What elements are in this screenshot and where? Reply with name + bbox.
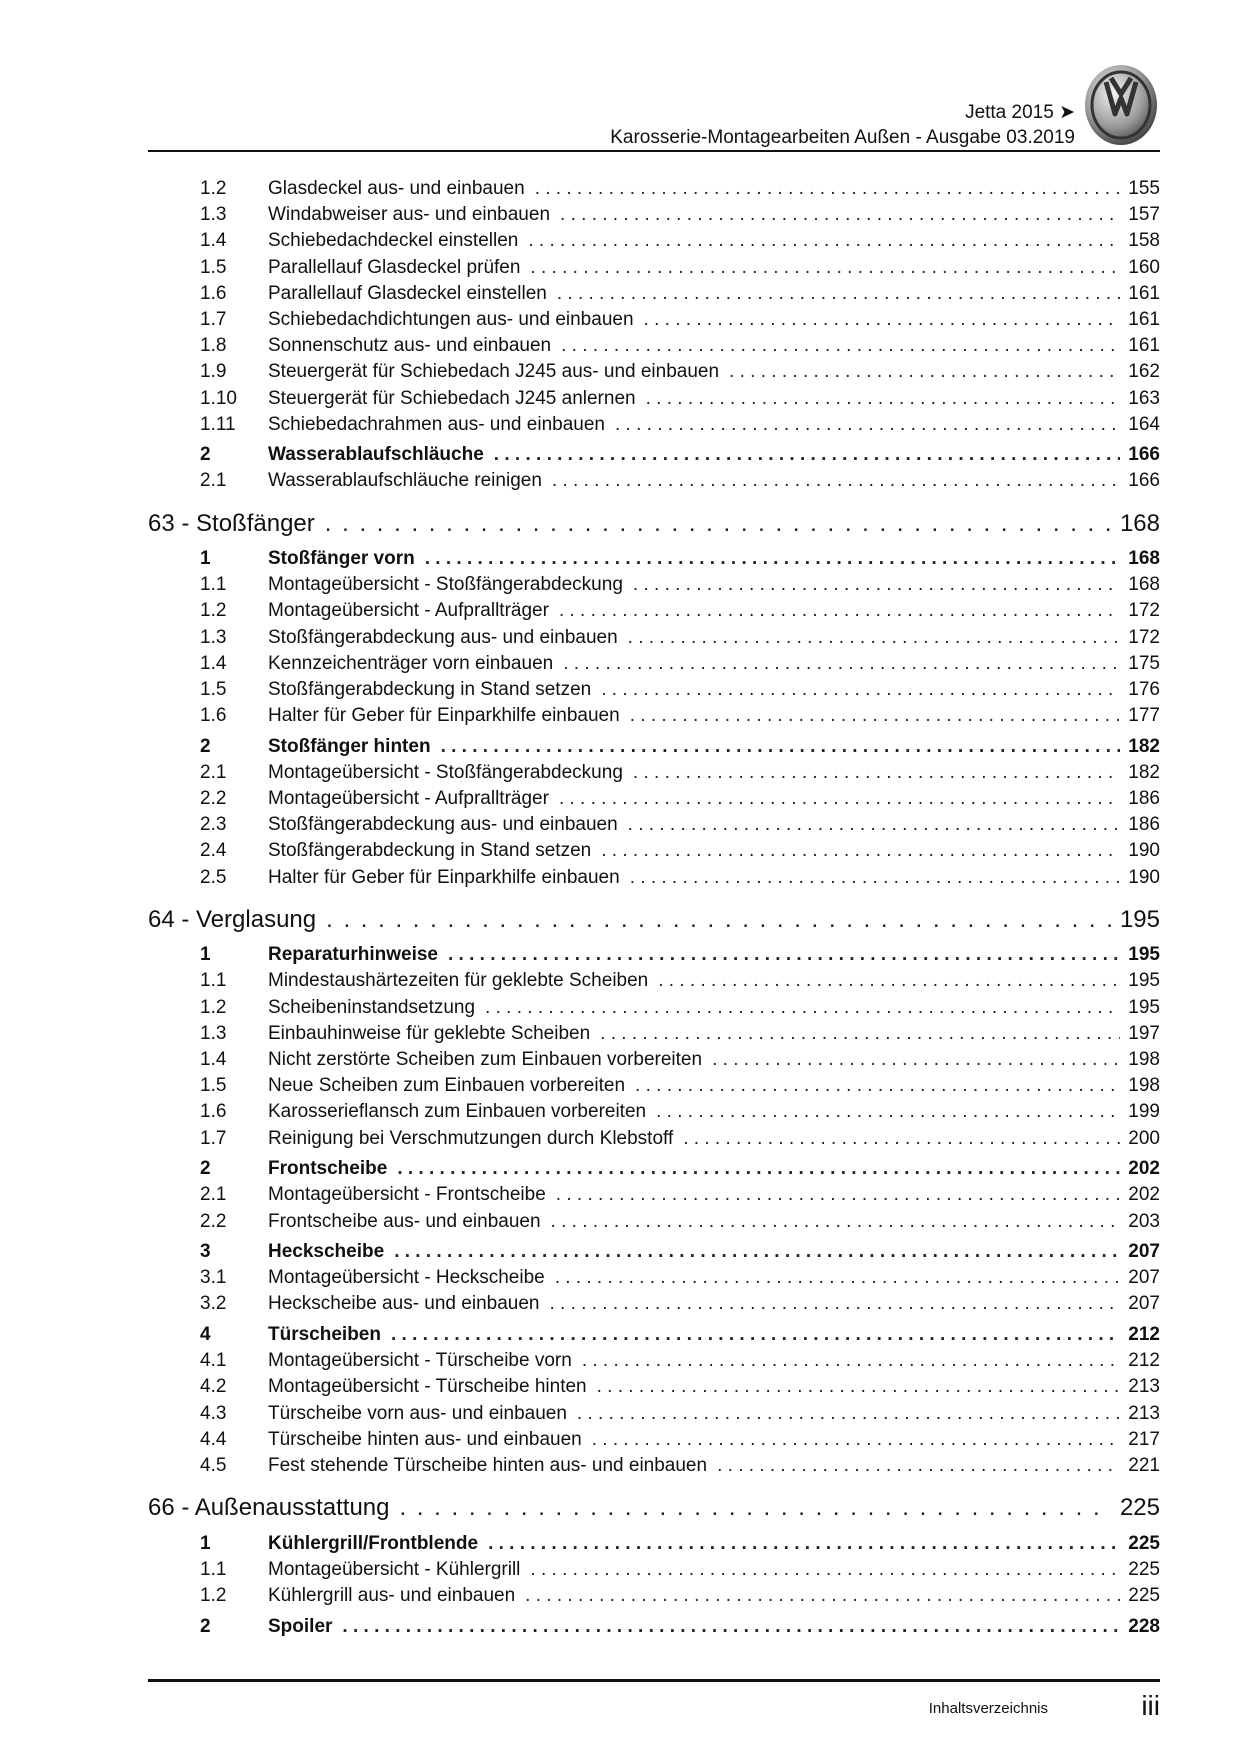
toc-number: 2 [200,1158,211,1180]
toc-section[interactable] [148,546,1160,572]
toc-title: Heckscheibe [268,1241,385,1263]
toc-number: 1.4 [200,652,227,674]
toc-number: 4.4 [200,1428,227,1450]
header-subtitle: Karosserie-Montagearbeiten Außen - Ausgabe 03.2019 [610,127,1075,148]
dot-leader [633,760,1120,786]
toc-number: 2.1 [200,761,227,783]
toc-number: 1.1 [200,970,227,992]
toc-entry[interactable] [148,412,1160,438]
toc-entry[interactable] [148,228,1160,254]
toc-title: 64 - Verglasung [148,905,317,933]
toc-page: 186 [1128,814,1160,836]
dot-leader [342,1614,1120,1640]
toc-title: Stoßfängerabdeckung aus- und einbauen [268,814,618,836]
dot-leader [530,1557,1120,1583]
toc-number: 1.11 [200,413,236,435]
toc-page: 225 [1128,1558,1160,1580]
toc-title: Schiebedachdeckel einstellen [268,230,519,252]
toc-title: Parallellauf Glasdeckel einstellen [268,282,547,304]
toc-number: 2.4 [200,840,227,862]
toc-number: 1.1 [200,574,227,596]
toc-title: Scheibeninstandsetzung [268,996,476,1018]
dot-leader [646,386,1121,412]
dot-leader [658,968,1120,994]
toc-entry[interactable] [148,1073,1160,1099]
toc-section[interactable] [148,1156,1160,1182]
toc-page: 168 [1128,574,1160,596]
toc-entry[interactable] [148,572,1160,598]
toc-entry[interactable] [148,255,1160,281]
toc-entry[interactable] [148,359,1160,385]
dot-leader [326,904,1112,936]
toc-number: 1.6 [200,282,227,304]
toc-title: Neue Scheiben zum Einbauen vorbereiten [268,1075,626,1097]
toc-page: 195 [1119,905,1160,933]
toc-entry[interactable] [148,307,1160,333]
toc-number: 2.5 [200,866,227,888]
dot-leader [528,228,1120,254]
toc-page: 225 [1128,1532,1160,1554]
toc-page: 212 [1128,1350,1160,1372]
vw-logo-icon [1084,64,1158,146]
toc-section[interactable] [148,1239,1160,1265]
toc-title: Spoiler [268,1615,333,1637]
toc-title: Kühlergrill aus- und einbauen [268,1584,516,1606]
toc-entry[interactable] [148,651,1160,677]
toc-entry[interactable] [148,865,1160,891]
toc-entry[interactable] [148,968,1160,994]
dot-leader [683,1126,1120,1152]
toc-page: 176 [1128,678,1160,700]
toc-title: Kühlergrill/Frontblende [268,1532,479,1554]
dot-leader [488,1531,1120,1557]
toc-title: Reparaturhinweise [268,944,438,966]
toc-number: 1.2 [200,600,227,622]
header-rule [148,150,1160,152]
dot-leader [425,546,1121,572]
toc-page: 190 [1128,840,1160,862]
toc-title: Einbauhinweise für geklebte Scheiben [268,1022,591,1044]
toc-page: 155 [1128,178,1160,199]
toc-page: 162 [1128,361,1160,383]
toc-page: 221 [1128,1454,1160,1476]
toc-number: 2 [200,1615,211,1637]
dot-leader [559,786,1120,812]
toc-page: 182 [1128,761,1160,783]
toc-page: 199 [1128,1101,1160,1123]
toc-title: Montageübersicht - Stoßfängerabdeckung [268,761,623,783]
toc-entry[interactable] [148,281,1160,307]
header-model: Jetta 2015 ➤ [965,102,1075,123]
toc-number: 1.2 [200,996,227,1018]
toc-title: Glasdeckel aus- und einbauen [268,178,525,199]
dot-leader [530,255,1120,281]
toc-title: Montageübersicht - Stoßfängerabdeckung [268,574,623,596]
dot-leader [525,1583,1120,1609]
toc-page: 217 [1128,1428,1160,1450]
toc-entry[interactable] [148,1583,1160,1609]
toc-number: 2.2 [200,788,227,810]
toc-section[interactable] [148,942,1160,968]
toc-title: Türscheiben [268,1324,381,1346]
toc-number: 4.1 [200,1350,227,1372]
toc-number: 4.2 [200,1376,227,1398]
toc-page: 207 [1128,1267,1160,1289]
toc-number: 3 [200,1241,211,1263]
toc-page: 213 [1128,1402,1160,1424]
toc-title: Heckscheibe aus- und einbauen [268,1293,540,1315]
toc-entry[interactable] [148,1209,1160,1235]
toc-title: Steuergerät für Schiebedach J245 aus- und einbauen [268,361,720,383]
toc-number: 1.8 [200,335,227,357]
toc-entry[interactable] [148,1427,1160,1453]
dot-leader [555,1265,1121,1291]
table-of-contents [148,176,1160,1640]
dot-leader [592,1427,1121,1453]
toc-entry[interactable] [148,1374,1160,1400]
toc-number: 2.2 [200,1210,227,1232]
toc-number: 1.3 [200,1022,227,1044]
toc-entry[interactable] [148,703,1160,729]
toc-page: 212 [1128,1324,1160,1346]
toc-page: 166 [1128,470,1160,492]
toc-page: 186 [1128,788,1160,810]
toc-page: 202 [1128,1184,1160,1206]
dot-leader [729,359,1120,385]
toc-number: 1 [200,548,211,570]
toc-chapter[interactable] [148,508,1160,542]
toc-page: 163 [1128,387,1160,409]
toc-section[interactable] [148,442,1160,468]
toc-title: 66 - Außenausstattung [148,1494,390,1522]
dot-leader [597,1374,1121,1400]
toc-entry[interactable] [148,176,1160,202]
toc-number: 4 [200,1324,211,1346]
dot-leader [633,572,1120,598]
toc-entry[interactable] [148,1182,1160,1208]
toc-entry[interactable] [148,598,1160,624]
toc-page: 213 [1128,1376,1160,1398]
toc-number: 2.3 [200,814,227,836]
toc-title: Reinigung bei Verschmutzungen durch Klebstoff [268,1127,674,1149]
toc-number: 2 [200,735,211,757]
dot-leader [630,865,1121,891]
toc-title: Frontscheibe aus- und einbauen [268,1210,541,1232]
toc-page: 228 [1128,1615,1160,1637]
toc-entry[interactable] [148,812,1160,838]
dot-leader [397,1156,1120,1182]
toc-page: 161 [1128,335,1160,357]
toc-entry[interactable] [148,1021,1160,1047]
toc-section[interactable] [148,1322,1160,1348]
dot-leader [559,598,1120,624]
toc-page: 172 [1128,600,1160,622]
toc-page: 202 [1128,1158,1160,1180]
dot-leader [494,442,1121,468]
toc-number: 1.9 [200,361,227,383]
toc-page: 197 [1128,1022,1160,1044]
toc-entry[interactable] [148,1099,1160,1125]
toc-page: 182 [1128,735,1160,757]
dot-leader [601,677,1120,703]
toc-number: 1.2 [200,178,227,199]
dot-leader [656,1099,1120,1125]
dot-leader [644,307,1121,333]
toc-entry[interactable] [148,1453,1160,1479]
dot-leader [551,1209,1121,1235]
toc-number: 1 [200,1532,211,1554]
dot-leader [630,703,1121,729]
toc-title: Steuergerät für Schiebedach J245 anlernen [268,387,636,409]
dot-leader [628,625,1121,651]
toc-number: 2 [200,444,211,466]
toc-title: Stoßfänger vorn [268,548,415,570]
toc-title: Wasserablaufschläuche [268,444,484,466]
toc-number: 1.4 [200,1049,227,1070]
toc-page: 177 [1128,705,1160,727]
footer-rule [148,1679,1160,1682]
footer-section: Inhaltsverzeichnis [928,1700,1048,1717]
toc-title: Halter für Geber für Einparkhilfe einbauen [268,705,620,727]
dot-leader [441,734,1121,760]
toc-number: 3.1 [200,1267,227,1289]
dot-leader [717,1453,1120,1479]
toc-page: 161 [1128,282,1160,304]
toc-section[interactable] [148,1531,1160,1557]
dot-leader [400,1492,1112,1524]
dot-leader [560,202,1120,228]
toc-title: Fest stehende Türscheibe hinten aus- und einbauen [268,1454,708,1476]
toc-page: 172 [1128,626,1160,648]
toc-number: 1.1 [200,1558,227,1580]
toc-page: 166 [1128,444,1160,466]
dot-leader [391,1322,1120,1348]
toc-page: 157 [1128,204,1160,226]
dot-leader [535,176,1121,202]
toc-title: Karosserieflansch zum Einbauen vorbereiten [268,1101,647,1123]
toc-title: Mindestaushärtezeiten für geklebte Scheiben [268,970,649,992]
toc-number: 4.5 [200,1454,227,1476]
toc-entry[interactable] [148,677,1160,703]
toc-page: 195 [1128,996,1160,1018]
dot-leader [552,468,1120,494]
toc-number: 1.5 [200,1075,227,1097]
toc-number: 1.6 [200,1101,227,1123]
dot-leader [394,1239,1120,1265]
toc-number: 1.5 [200,256,227,278]
dot-leader [557,281,1120,307]
dot-leader [556,1182,1121,1208]
dot-leader [448,942,1120,968]
toc-number: 2.1 [200,470,227,492]
toc-title: 63 - Stoßfänger [148,509,315,537]
toc-entry[interactable] [148,1291,1160,1317]
toc-entry[interactable] [148,1348,1160,1374]
toc-page: 175 [1128,652,1160,674]
toc-entry[interactable] [148,468,1160,494]
toc-number: 1.10 [200,387,237,409]
toc-page: 158 [1128,230,1160,252]
toc-title: Kennzeichenträger vorn einbauen [268,652,554,674]
dot-leader [549,1291,1120,1317]
toc-page: 225 [1128,1584,1160,1606]
toc-section[interactable] [148,734,1160,760]
dot-leader [628,812,1121,838]
toc-title: Nicht zerstörte Scheiben zum Einbauen vorbereiten [268,1049,703,1070]
toc-page: 207 [1128,1293,1160,1315]
toc-entry[interactable] [148,625,1160,651]
toc-entry[interactable] [148,202,1160,228]
toc-number: 1.3 [200,204,227,226]
toc-page: 195 [1128,970,1160,992]
toc-chapter[interactable] [148,904,1160,938]
toc-page: 160 [1128,256,1160,278]
toc-title: Stoßfängerabdeckung in Stand setzen [268,678,592,700]
toc-title: Montageübersicht - Heckscheibe [268,1267,545,1289]
toc-page: 200 [1128,1127,1160,1149]
toc-number: 2.1 [200,1184,227,1206]
toc-page: 168 [1119,509,1160,537]
toc-page: 164 [1128,413,1160,435]
toc-title: Stoßfänger hinten [268,735,431,757]
toc-number: 1.3 [200,626,227,648]
toc-page: 198 [1128,1075,1160,1097]
dot-leader [615,412,1120,438]
toc-entry[interactable] [148,786,1160,812]
toc-entry[interactable] [148,838,1160,864]
toc-title: Montageübersicht - Aufprallträger [268,788,549,810]
toc-title: Sonnenschutz aus- und einbauen [268,335,552,357]
toc-title: Schiebedachrahmen aus- und einbauen [268,413,605,435]
toc-page: 195 [1128,944,1160,966]
dot-leader [485,995,1120,1021]
toc-number: 1.5 [200,678,227,700]
toc-entry[interactable] [148,1126,1160,1152]
toc-number: 4.3 [200,1402,227,1424]
dot-leader [561,333,1120,359]
toc-entry[interactable] [148,1401,1160,1427]
toc-entry[interactable] [148,333,1160,359]
toc-number: 1 [200,944,211,966]
dot-leader [635,1073,1120,1099]
dot-leader [325,508,1112,540]
toc-title: Türscheibe hinten aus- und einbauen [268,1428,582,1450]
dot-leader [582,1348,1120,1374]
toc-number: 1.2 [200,1584,227,1606]
dot-leader [712,1047,1120,1073]
toc-entry[interactable] [148,1557,1160,1583]
toc-number: 1.6 [200,705,227,727]
toc-title: Frontscheibe [268,1158,388,1180]
toc-entry[interactable] [148,1047,1160,1073]
toc-entry[interactable] [148,1265,1160,1291]
dot-leader [577,1401,1120,1427]
toc-entry[interactable] [148,386,1160,412]
footer-page-number: iii [1141,1690,1160,1721]
dot-leader [563,651,1120,677]
toc-page: 225 [1119,1494,1160,1522]
toc-page: 203 [1128,1210,1160,1232]
toc-title: Montageübersicht - Aufprallträger [268,600,549,622]
dot-leader [601,838,1120,864]
toc-number: 3.2 [200,1293,227,1315]
toc-title: Stoßfängerabdeckung aus- und einbauen [268,626,618,648]
toc-title: Wasserablaufschläuche reinigen [268,470,542,492]
toc-chapter[interactable] [148,1492,1160,1526]
toc-title: Schiebedachdichtungen aus- und einbauen [268,308,634,330]
toc-title: Montageübersicht - Türscheibe hinten [268,1376,587,1398]
toc-title: Türscheibe vorn aus- und einbauen [268,1402,567,1424]
dot-leader [600,1021,1120,1047]
toc-number: 1.7 [200,308,227,330]
toc-title: Stoßfängerabdeckung in Stand setzen [268,840,592,862]
toc-entry[interactable] [148,995,1160,1021]
toc-page: 161 [1128,308,1160,330]
toc-title: Parallellauf Glasdeckel prüfen [268,256,521,278]
toc-title: Montageübersicht - Türscheibe vorn [268,1350,572,1372]
toc-page: 207 [1128,1241,1160,1263]
toc-number: 1.7 [200,1127,227,1149]
toc-title: Halter für Geber für Einparkhilfe einbauen [268,866,620,888]
toc-title: Montageübersicht - Kühlergrill [268,1558,521,1580]
toc-number: 1.4 [200,230,227,252]
toc-page: 198 [1128,1049,1160,1070]
toc-entry[interactable] [148,760,1160,786]
toc-section[interactable] [148,1614,1160,1640]
toc-page: 168 [1128,548,1160,570]
toc-title: Windabweiser aus- und einbauen [268,204,551,226]
toc-page: 190 [1128,866,1160,888]
toc-title: Montageübersicht - Frontscheibe [268,1184,546,1206]
